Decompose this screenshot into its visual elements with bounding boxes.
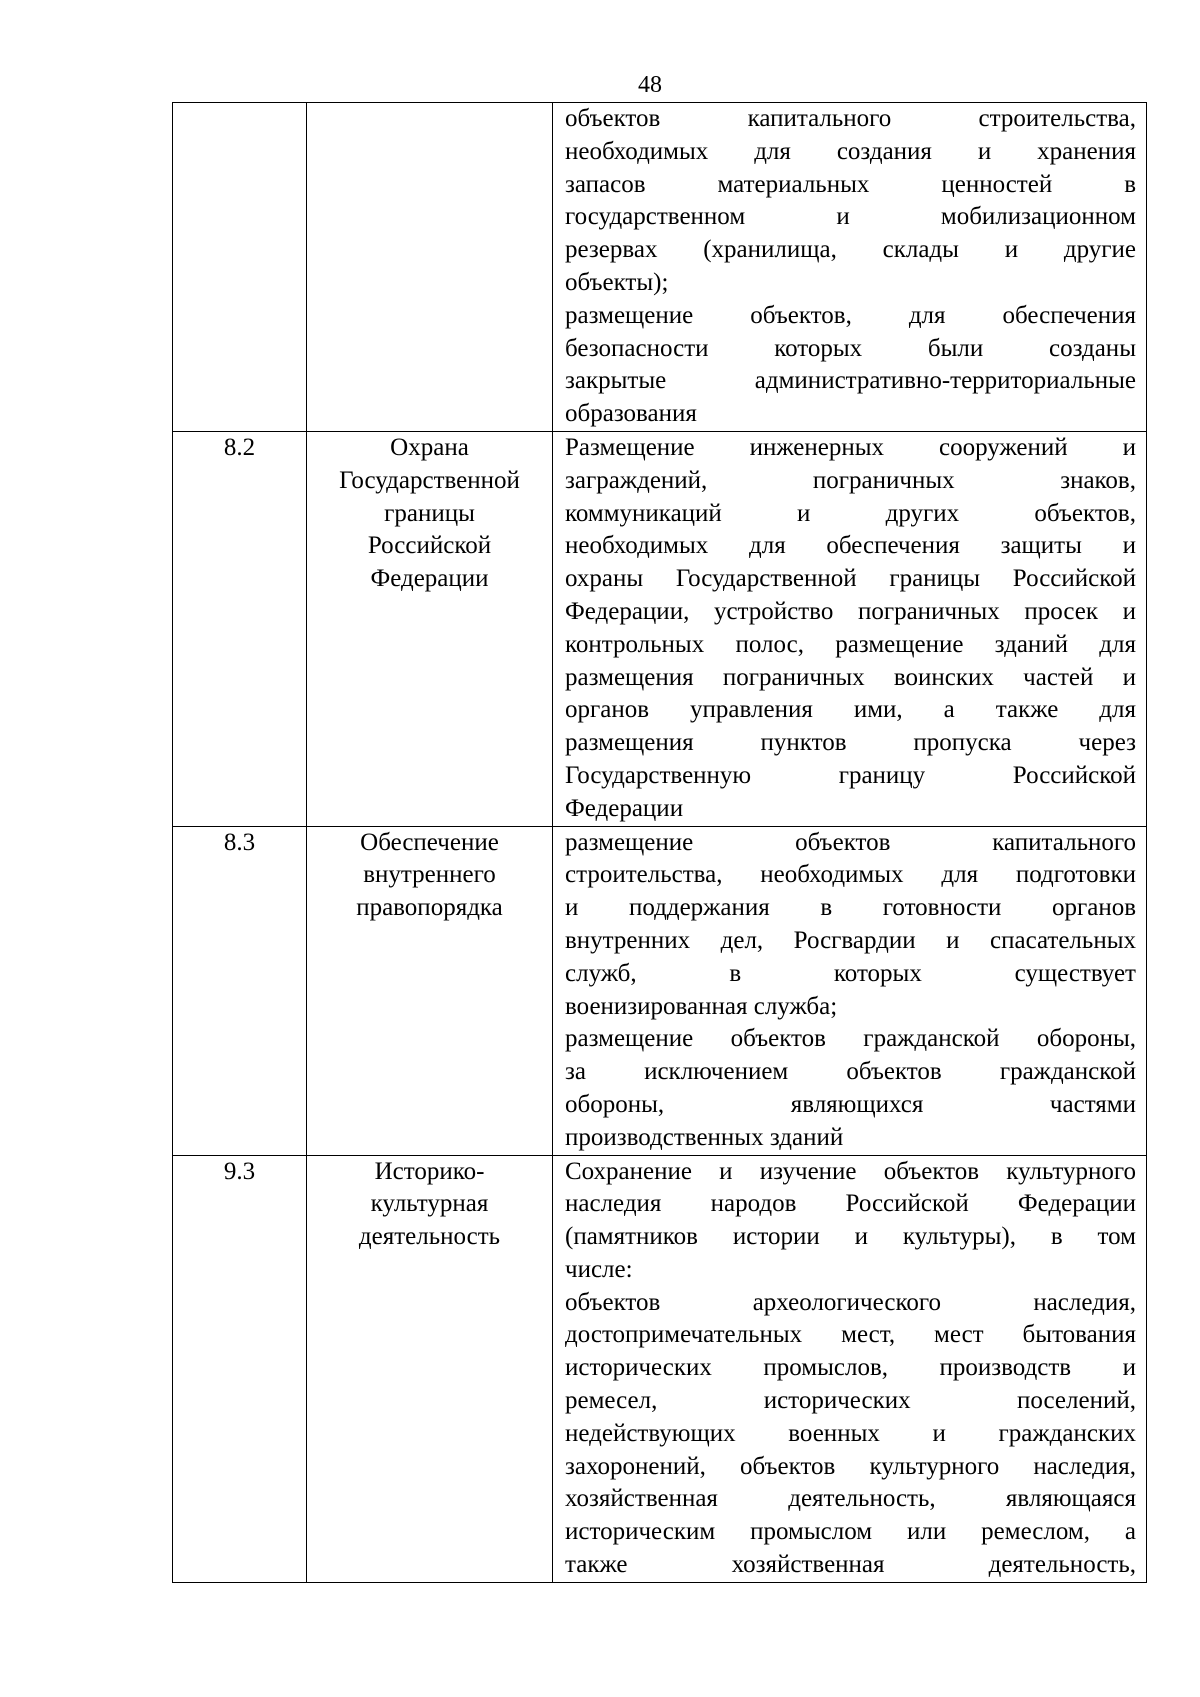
- code-cell: [173, 103, 307, 432]
- name-line: Обеспечение: [360, 828, 499, 856]
- page-number: 48: [638, 72, 662, 98]
- description-cell: [553, 431, 1147, 826]
- name-line: Охрана: [390, 433, 469, 461]
- description-line: служб, в которых существует: [565, 959, 1136, 987]
- description-line: резервах (хранилища, склады и другие: [565, 236, 1136, 264]
- description-line: размещения пунктов пропуска через: [565, 729, 1136, 757]
- description-line: (памятников истории и культуры), в том: [565, 1223, 1136, 1251]
- description-cell: [553, 826, 1147, 1155]
- table-row: [173, 1155, 1147, 1582]
- description-line: за исключением объектов гражданской: [565, 1058, 1136, 1086]
- description-line: числе:: [565, 1255, 633, 1283]
- description-line: захоронений, объектов культурного наследия,: [565, 1452, 1136, 1480]
- description-cell: [553, 1155, 1147, 1582]
- name-cell: [307, 826, 553, 1155]
- description-line: обороны, являющихся частями: [565, 1090, 1136, 1118]
- description-line: коммуникаций и других объектов,: [565, 499, 1136, 527]
- description-line: необходимых для обеспечения защиты и: [565, 532, 1136, 560]
- description-line: размещение объектов капитального: [565, 828, 1136, 856]
- description-line: внутренних дел, Росгвардии и спасательных: [565, 926, 1136, 954]
- table-row: [173, 431, 1147, 826]
- description-line: заграждений, пограничных знаков,: [565, 466, 1136, 494]
- description-line: Федерации, устройство пограничных просек и: [565, 597, 1136, 625]
- description-line: хозяйственная деятельность, являющаяся: [565, 1485, 1136, 1513]
- description-line: Федерации: [565, 794, 684, 822]
- name-cell: [307, 103, 553, 432]
- description-line: объектов археологического наследия,: [565, 1288, 1136, 1316]
- description-line: и поддержания в готовности органов: [565, 894, 1136, 922]
- description-line: Государственную границу Российской: [565, 761, 1136, 789]
- name-cell: [307, 431, 553, 826]
- code-cell: 8.3: [173, 826, 307, 1155]
- land-use-table: [172, 102, 1147, 1583]
- name-line: Историко-: [374, 1157, 485, 1185]
- description-line: ремесел, исторических поселений,: [565, 1387, 1136, 1415]
- name-cell: [307, 1155, 553, 1582]
- name-line: культурная: [370, 1190, 489, 1218]
- description-line: Сохранение и изучение объектов культурного: [565, 1157, 1136, 1185]
- description-line: военизированная служба;: [565, 992, 838, 1020]
- name-line: внутреннего: [363, 861, 496, 889]
- name-line: Государственной: [339, 466, 520, 494]
- description-line: также хозяйственная деятельность,: [565, 1551, 1136, 1579]
- description-line: историческим промыслом или ремеслом, а: [565, 1518, 1136, 1546]
- description-line: государственном и мобилизационном: [565, 203, 1136, 231]
- table-row: [173, 103, 1147, 432]
- description-line: закрытые административно-территориальные: [565, 367, 1136, 395]
- description-line: образования: [565, 400, 697, 428]
- description-line: недействующих военных и гражданских: [565, 1419, 1136, 1447]
- description-line: размещение объектов гражданской обороны,: [565, 1025, 1136, 1053]
- name-line: границы: [384, 499, 475, 527]
- description-line: размещение объектов, для обеспечения: [565, 301, 1136, 329]
- code-cell: 9.3: [173, 1155, 307, 1582]
- code-cell: 8.2: [173, 431, 307, 826]
- name-line: Федерации: [370, 565, 489, 593]
- description-line: достопримечательных мест, мест бытования: [565, 1321, 1136, 1349]
- description-line: охраны Государственной границы Российской: [565, 565, 1136, 593]
- description-line: производственных зданий: [565, 1123, 844, 1151]
- description-line: строительства, необходимых для подготовки: [565, 861, 1136, 889]
- name-line: деятельность: [358, 1223, 501, 1251]
- description-line: необходимых для создания и хранения: [565, 137, 1136, 165]
- name-line: правопорядка: [356, 894, 503, 922]
- table-row: [173, 826, 1147, 1155]
- description-line: органов управления ими, а также для: [565, 696, 1136, 724]
- description-line: Размещение инженерных сооружений и: [565, 433, 1136, 461]
- description-line: исторических промыслов, производств и: [565, 1354, 1136, 1382]
- description-line: контрольных полос, размещение зданий для: [565, 630, 1136, 658]
- description-line: размещения пограничных воинских частей и: [565, 663, 1136, 691]
- description-line: объектов капитального строительства,: [565, 105, 1136, 132]
- description-line: безопасности которых были созданы: [565, 334, 1136, 362]
- description-line: запасов материальных ценностей в: [565, 170, 1136, 198]
- description-cell: [553, 103, 1147, 432]
- description-line: наследия народов Российской Федерации: [565, 1190, 1136, 1218]
- name-line: Российской: [367, 532, 492, 560]
- description-line: объекты);: [565, 268, 669, 296]
- table-body: [173, 103, 1147, 1583]
